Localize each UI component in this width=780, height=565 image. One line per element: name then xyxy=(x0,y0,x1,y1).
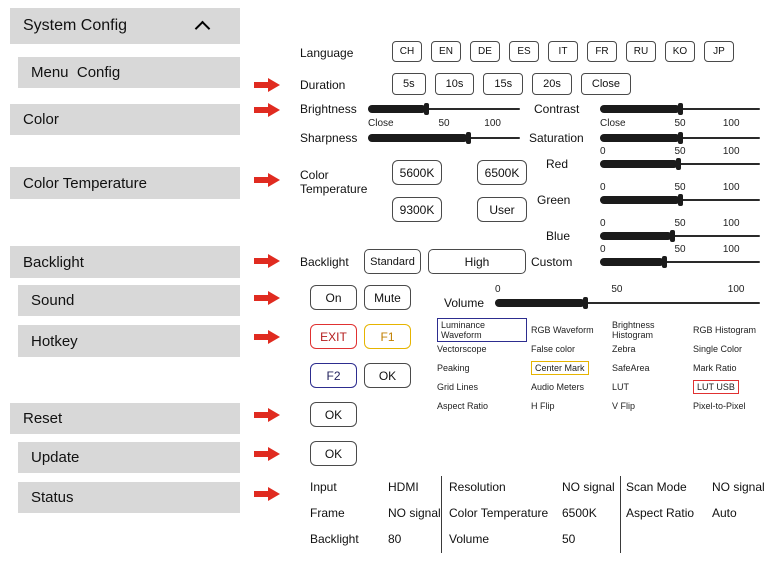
status-volume-label: Volume xyxy=(449,532,490,546)
language-option-ko[interactable]: KO xyxy=(665,41,695,62)
status-scan-mode-label: Scan Mode xyxy=(626,480,687,494)
duration-option-5s[interactable]: 5s xyxy=(392,73,426,95)
slider-fill xyxy=(600,160,678,168)
sound-mute-button[interactable]: Mute xyxy=(364,285,411,310)
pointer-arrow-icon xyxy=(254,447,281,461)
scale-tick: 50 xyxy=(611,284,623,295)
hotkey-option-luminance-waveform[interactable]: Luminance Waveform xyxy=(437,320,527,339)
scale-tick: 100 xyxy=(722,118,740,129)
pointer-arrow-icon xyxy=(254,291,281,305)
scale-tick: 100 xyxy=(722,218,740,229)
hotkey-f1-button[interactable]: F1 xyxy=(364,324,411,349)
green-slider[interactable] xyxy=(600,193,760,206)
slider-thumb[interactable] xyxy=(583,297,588,309)
scale-tick: 0 xyxy=(600,218,606,229)
language-options xyxy=(392,41,734,62)
sidebar-item-menu-config[interactable] xyxy=(18,57,240,88)
hotkey-option-lut-usb[interactable]: LUT USB xyxy=(693,377,775,396)
sharpness-scale xyxy=(368,118,520,130)
color-temp-preset-user[interactable]: User xyxy=(477,197,527,222)
volume-scale xyxy=(495,284,760,296)
duration-option-close[interactable]: Close xyxy=(581,73,631,95)
hotkey-option-vectorscope[interactable]: Vectorscope xyxy=(437,343,487,354)
red-label: Red xyxy=(546,157,569,171)
sidebar-item-status[interactable] xyxy=(18,482,240,513)
scale-tick: 50 xyxy=(674,182,686,193)
status-aspect-ratio-label: Aspect Ratio xyxy=(626,506,695,520)
hotkey-option-center-mark[interactable]: Center Mark xyxy=(531,358,608,377)
scale-tick: 100 xyxy=(722,182,740,193)
color-temp-preset-5600k[interactable]: 5600K xyxy=(392,160,442,185)
hotkey-option-single-color[interactable]: Single Color xyxy=(693,343,743,354)
slider-fill xyxy=(600,134,680,142)
hotkey-option-lut[interactable]: LUT xyxy=(612,381,630,392)
status-color-temp-value: 6500K xyxy=(562,506,597,520)
hotkey-option-rgb-waveform[interactable]: RGB Waveform xyxy=(531,324,594,335)
status-volume-value: 50 xyxy=(562,532,576,546)
slider-fill xyxy=(600,105,680,113)
blue-slider[interactable] xyxy=(600,229,760,242)
scale-tick: 100 xyxy=(722,146,740,157)
hotkey-option-rgb-histogram[interactable]: RGB Histogram xyxy=(693,324,757,335)
hotkey-option-audio-meters[interactable]: Audio Meters xyxy=(531,381,585,392)
slider-thumb[interactable] xyxy=(678,103,683,115)
sidebar-item-update[interactable] xyxy=(18,442,240,473)
status-resolution-value: NO signal xyxy=(562,480,615,494)
duration-option-20s[interactable]: 20s xyxy=(532,73,572,95)
status-frame-label: Frame xyxy=(310,506,345,520)
language-option-fr[interactable]: FR xyxy=(587,41,617,62)
status-divider xyxy=(620,476,621,553)
backlight-option-standard[interactable]: Standard xyxy=(364,249,421,274)
pointer-arrow-icon xyxy=(254,173,281,187)
scale-tick: Close xyxy=(600,118,626,129)
slider-fill xyxy=(600,196,680,204)
sidebar-item-label: Menu Config xyxy=(31,64,121,81)
pointer-arrow-icon xyxy=(254,330,281,344)
duration-label: Duration xyxy=(300,78,346,92)
update-ok-button[interactable]: OK xyxy=(310,441,357,466)
hotkey-options-grid xyxy=(437,320,775,415)
scale-tick: 50 xyxy=(674,218,686,229)
scale-tick: 100 xyxy=(727,284,745,295)
contrast-label: Contrast xyxy=(534,102,580,116)
sidebar-item-label: Backlight xyxy=(23,253,84,271)
hotkey-ok-button[interactable]: OK xyxy=(364,363,411,388)
sidebar-item-label: Reset xyxy=(23,410,63,427)
sidebar-item-system-config[interactable] xyxy=(10,8,240,44)
hotkey-option-brightness-histogram[interactable]: Brightness Histogram xyxy=(612,319,655,340)
blue-label: Blue xyxy=(546,229,571,243)
status-backlight-label: Backlight xyxy=(310,532,359,546)
status-input-value: HDMI xyxy=(388,480,419,494)
status-divider xyxy=(441,476,442,553)
slider-thumb[interactable] xyxy=(678,132,683,144)
status-resolution-label: Resolution xyxy=(449,480,506,494)
sidebar-item-reset[interactable] xyxy=(10,403,240,434)
pointer-arrow-icon xyxy=(254,254,281,268)
hotkey-option-h-flip[interactable]: H Flip xyxy=(531,400,555,411)
hotkey-option-grid-lines[interactable]: Grid Lines xyxy=(437,381,479,392)
status-aspect-ratio-value: Auto xyxy=(712,506,737,520)
custom-backlight-slider[interactable] xyxy=(600,255,760,268)
reset-ok-button[interactable]: OK xyxy=(310,402,357,427)
contrast-slider[interactable] xyxy=(600,102,760,115)
saturation-label: Saturation xyxy=(529,131,584,145)
language-option-es[interactable]: ES xyxy=(509,41,539,62)
status-backlight-value: 80 xyxy=(388,532,402,546)
chevron-up-icon xyxy=(195,21,211,37)
volume-slider[interactable] xyxy=(495,296,760,309)
slider-fill xyxy=(600,232,672,240)
scale-tick: 0 xyxy=(600,244,606,255)
language-option-it[interactable]: IT xyxy=(548,41,578,62)
language-option-jp[interactable]: JP xyxy=(704,41,734,62)
slider-thumb[interactable] xyxy=(424,103,429,115)
scale-tick: 50 xyxy=(438,118,450,129)
status-frame-value: NO signal xyxy=(388,506,441,520)
sharpness-label: Sharpness xyxy=(300,131,358,145)
color-temp-preset-6500k[interactable]: 6500K xyxy=(477,160,527,185)
backlight-option-high[interactable]: High xyxy=(428,249,526,274)
backlight-label: Backlight xyxy=(300,255,349,269)
sidebar-item-hotkey[interactable] xyxy=(18,325,240,357)
hotkey-option-zebra[interactable]: Zebra xyxy=(612,343,636,354)
sidebar-item-label: Hotkey xyxy=(31,332,78,350)
sidebar-item-color-temperature[interactable] xyxy=(10,167,240,199)
sidebar-item-label: Status xyxy=(31,489,74,506)
slider-fill xyxy=(368,134,468,142)
saturation-slider[interactable] xyxy=(600,131,760,144)
sidebar-header-label: System Config xyxy=(23,17,128,34)
hotkey-option-peaking[interactable]: Peaking xyxy=(437,362,470,373)
pointer-arrow-icon xyxy=(254,408,281,422)
sharpness-slider[interactable] xyxy=(368,131,520,144)
hotkey-option-v-flip[interactable]: V Flip xyxy=(612,400,636,411)
slider-fill xyxy=(368,105,426,113)
slider-fill xyxy=(495,299,585,307)
slider-thumb[interactable] xyxy=(662,256,667,268)
status-input-label: Input xyxy=(310,480,337,494)
brightness-slider[interactable] xyxy=(368,102,520,115)
volume-label: Volume xyxy=(444,296,485,310)
slider-fill xyxy=(600,258,664,266)
slider-thumb[interactable] xyxy=(676,158,681,170)
language-option-ch[interactable]: CH xyxy=(392,41,422,62)
sidebar-item-label: Sound xyxy=(31,292,75,309)
hotkey-option-mark-ratio[interactable]: Mark Ratio xyxy=(693,362,737,373)
scale-tick: 100 xyxy=(722,244,740,255)
sound-on-button[interactable]: On xyxy=(310,285,357,310)
language-label: Language xyxy=(300,46,354,60)
slider-thumb[interactable] xyxy=(466,132,471,144)
status-color-temp-label: Color Temperature xyxy=(449,506,549,520)
pointer-arrow-icon xyxy=(254,78,281,92)
scale-tick: 50 xyxy=(674,146,686,157)
sidebar-item-label: Update xyxy=(31,449,80,466)
language-option-en[interactable]: EN xyxy=(431,41,461,62)
pointer-arrow-icon xyxy=(254,103,281,117)
scale-tick: Close xyxy=(368,118,394,129)
status-scan-mode-value: NO signal xyxy=(712,480,765,494)
duration-options xyxy=(392,73,631,95)
language-option-de[interactable]: DE xyxy=(470,41,500,62)
hotkey-option-safearea[interactable]: SafeArea xyxy=(612,362,650,373)
scale-tick: 0 xyxy=(600,182,606,193)
color-temperature-label: Color Temperature xyxy=(300,168,368,196)
hotkey-option-aspect-ratio[interactable]: Aspect Ratio xyxy=(437,400,489,411)
sidebar-item-label: Color Temperature xyxy=(23,174,147,192)
sidebar-item-label: Color xyxy=(23,111,59,128)
custom-label: Custom xyxy=(531,255,573,269)
scale-tick: 50 xyxy=(674,118,686,129)
pointer-arrow-icon xyxy=(254,487,281,501)
scale-tick: 50 xyxy=(674,244,686,255)
red-slider[interactable] xyxy=(600,157,760,170)
green-label: Green xyxy=(537,193,571,207)
scale-tick: 0 xyxy=(600,146,606,157)
hotkey-option-pixel-to-pixel[interactable]: Pixel-to-Pixel xyxy=(693,400,746,411)
scale-tick: 100 xyxy=(484,118,501,129)
hotkey-exit-button[interactable]: EXIT xyxy=(310,324,357,349)
sidebar-item-color[interactable] xyxy=(10,104,240,135)
duration-option-10s[interactable]: 10s xyxy=(435,73,475,95)
hotkey-option-false-color[interactable]: False color xyxy=(531,343,576,354)
sidebar-item-backlight[interactable] xyxy=(10,246,240,278)
language-option-ru[interactable]: RU xyxy=(626,41,656,62)
color-temp-preset-9300k[interactable]: 9300K xyxy=(392,197,442,222)
slider-thumb[interactable] xyxy=(678,194,683,206)
brightness-label: Brightness xyxy=(300,102,357,116)
duration-option-15s[interactable]: 15s xyxy=(483,73,523,95)
scale-tick: 0 xyxy=(495,284,501,295)
hotkey-f2-button[interactable]: F2 xyxy=(310,363,357,388)
saturation-scale xyxy=(600,118,760,130)
slider-thumb[interactable] xyxy=(670,230,675,242)
sidebar-item-sound[interactable] xyxy=(18,285,240,316)
